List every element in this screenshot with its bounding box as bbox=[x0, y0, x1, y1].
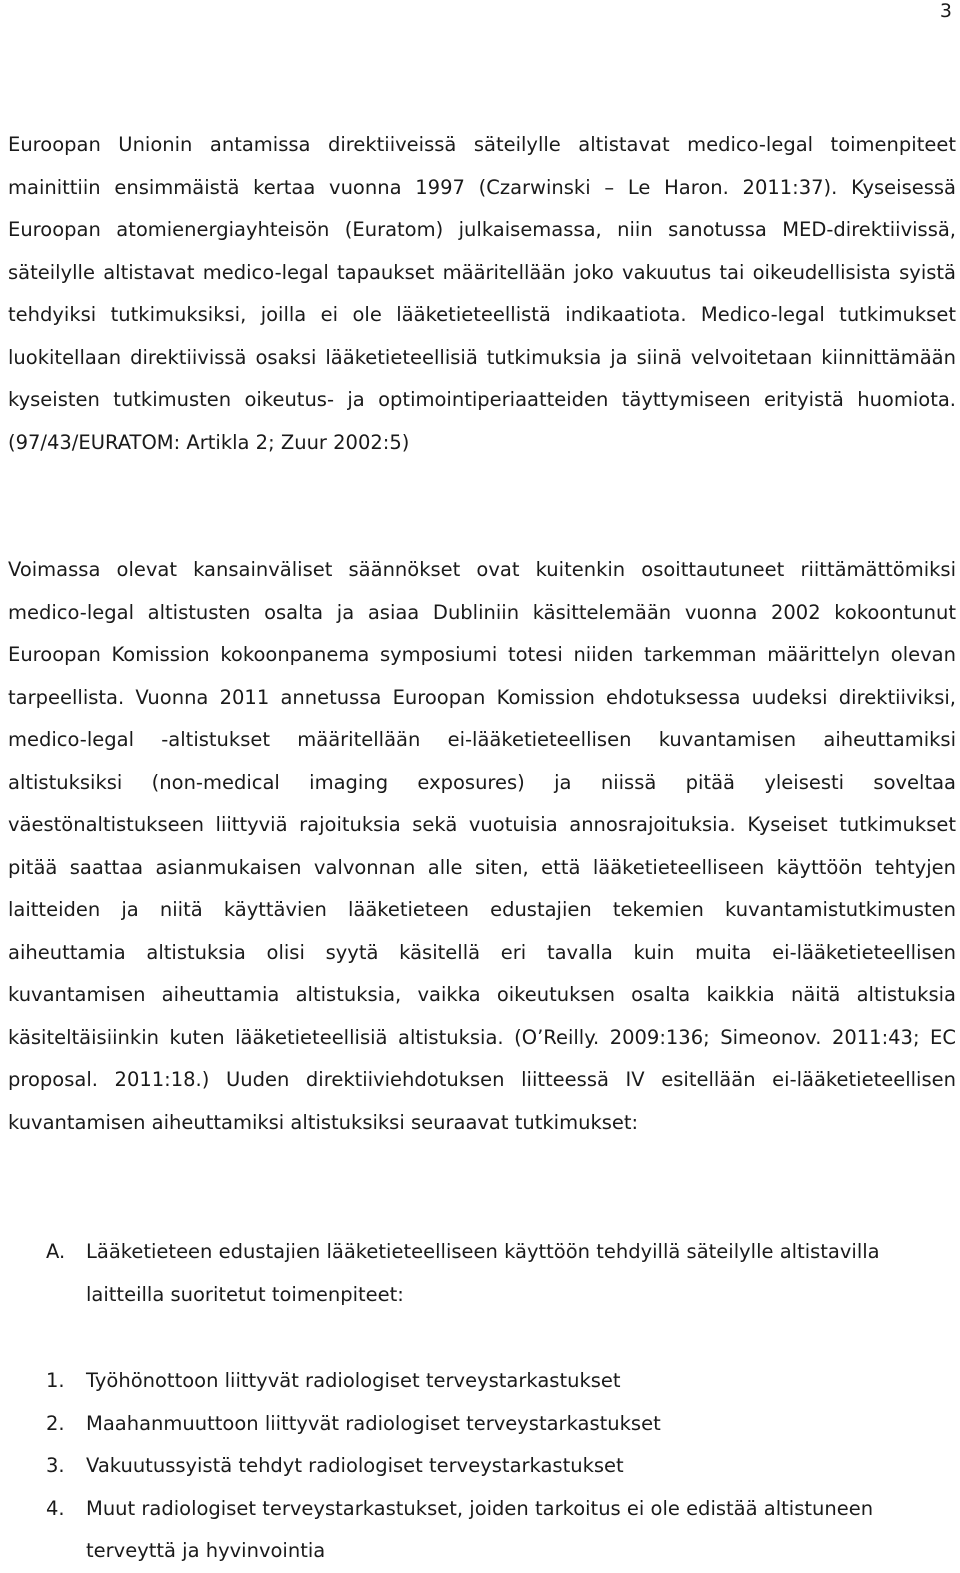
list-item-text: Maahanmuuttoon liittyvät radiologiset terveystarkastukset bbox=[86, 1411, 661, 1435]
list-item-marker: 1. bbox=[46, 1369, 65, 1392]
paragraph-1: Euroopan Unionin antamissa direktiiveissä säteilylle altistavat medico-legal toimenpiteet mainittiin ensimmäistä kertaa vuonna 1997 (Czarwinski – Le Haron. 2011:37). Kyseisessä Euroopan atomienergiayhteisön (Euratom) julkaisemassa, niin sanotussa MED-direktiivissä, säteilylle altistavat medico-legal tapaukset määritellään joko vakuutus tai oikeudellisista syistä tehdyiksi tutkimuksiksi, joilla ei ole lääketieteellistä indikaatiota. Medico-legal tutkimukset luokitellaan direktiivissä osaksi lääketieteellisiä tutkimuksia ja siinä velvoitetaan kiinnittämään kyseisten tutkimusten oikeutus- ja optimointiperiaatteiden täyttymiseen erityistä huomiota. (97/43/EURATOM: Artikla 2; Zuur 2002:5) bbox=[8, 133, 956, 454]
list-item-marker: 2. bbox=[46, 1411, 65, 1435]
list-item-text: Muut radiologiset terveystarkastukset, joiden tarkoitus ei ole edistää altistuneen terveyttä ja hyvinvointia bbox=[86, 1496, 874, 1562]
list-item bbox=[46, 1360, 956, 1403]
page-number: 3 bbox=[939, 0, 952, 22]
list-item-marker: 4. bbox=[46, 1496, 65, 1520]
section-a-marker: A. bbox=[46, 1240, 66, 1263]
list-item-text: Työhönottoon liittyvät radiologiset terveystarkastukset bbox=[86, 1369, 621, 1392]
numbered-list bbox=[46, 1360, 956, 1573]
section-a-text: Lääketieteen edustajien lääketieteelliseen käyttöön tehdyillä säteilylle altistavilla laitteilla suoritetut toimenpiteet: bbox=[86, 1240, 880, 1306]
list-item bbox=[46, 1403, 956, 1446]
paragraph-2: Voimassa olevat kansainväliset säännökset ovat kuitenkin osoittautuneet riittämättömiksi medico-legal altistusten osalta ja asiaa Dubliniin käsittelemään vuonna 2002 kokoontunut Euroopan Komission kokoonpanema symposiumi totesi niiden tarkemman määrittelyn olevan tarpeellista. Vuonna 2011 annetussa Euroopan Komission ehdotuksessa uudeksi direktiiviksi, medico-legal -altistukset määritellään ei-lääketieteellisen kuvantamisen aiheuttamiksi altistuksiksi (non-medical imaging exposures) ja niissä pitää yleisesti soveltaa väestönaltistukseen liittyviä rajoituksia sekä vuotuisia annosrajoituksia. Kyseiset tutkimukset pitää saattaa asianmukaisen valvonnan alle siten, että lääketieteelliseen käyttöön tehtyjen laitteiden ja niitä käyttävien lääketieteen edustajien tekemien kuvantamistutkimusten aiheuttamia altistuksia olisi syytä käsitellä eri tavalla kuin muita ei-lääketieteellisen kuvantamisen aiheuttamia altistuksia, vaikka oikeutuksen osalta kaikkia näitä altistuksia käsiteltäisiinkin kuten lääketieteellisiä altistuksia. (O’Reilly. 2009:136; Simeonov. 2011:43; EC proposal. 2011:18.) Uuden direktiiviehdotuksen liitteessä IV esitellään ei-lääketieteellisen kuvantamisen aiheuttamiksi altistuksiksi seuraavat tutkimukset: bbox=[8, 558, 956, 1134]
list-item-marker: 3. bbox=[46, 1454, 65, 1477]
list-item bbox=[46, 1488, 956, 1573]
list-item bbox=[46, 1445, 956, 1488]
list-item-text: Vakuutussyistä tehdyt radiologiset terveystarkastukset bbox=[86, 1454, 624, 1477]
